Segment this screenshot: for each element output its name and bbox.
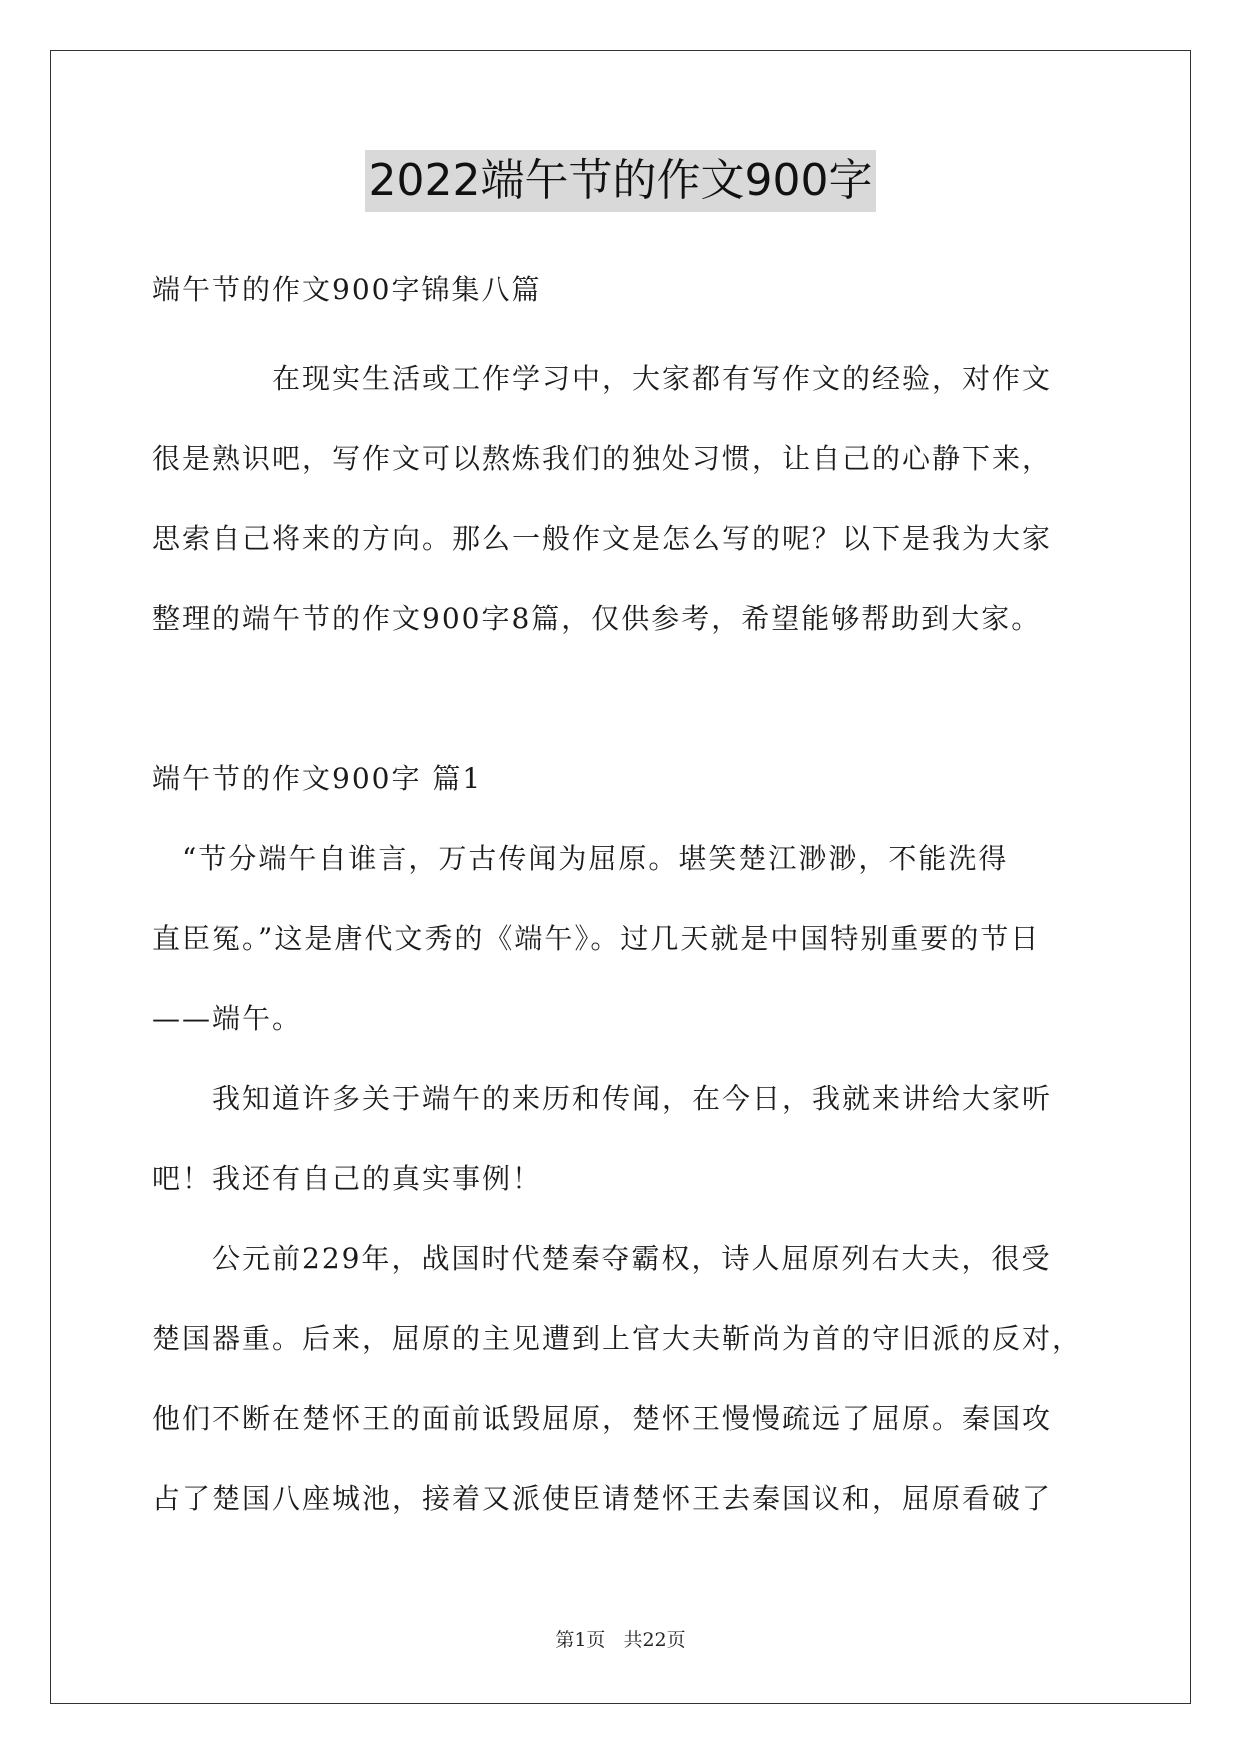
- page-footer: [0, 1625, 1241, 1652]
- document-subtitle: 端午节的作文900字锦集八篇: [152, 273, 542, 306]
- title-container: [0, 150, 1241, 212]
- paragraph-3: [152, 1219, 1096, 1539]
- document-title: 2022端午节的作文900字: [365, 150, 877, 212]
- intro-line: 很是熟识吧，写作文可以熬炼我们的独处习惯，让自己的心静下来，: [152, 442, 1053, 475]
- paragraph-line: 占了楚国八座城池，接着又派使臣请楚怀王去秦国议和，屈原看破了: [152, 1482, 1053, 1515]
- section-heading: 端午节的作文900字 篇1: [152, 762, 483, 795]
- intro-paragraph: [152, 339, 1096, 659]
- intro-line: 整理的端午节的作文900字8篇，仅供参考，希望能够帮助到大家。: [152, 602, 1042, 635]
- paragraph-line: 直臣冤。”这是唐代文秀的《端午》。过几天就是中国特别重要的节日: [152, 922, 1041, 955]
- paragraph-line: “节分端午自谁言，万古传闻为屈原。堪笑楚江渺渺，不能洗得: [152, 842, 1009, 875]
- page-total: 共22页: [623, 1629, 686, 1651]
- paragraph-line: 公元前229年，战国时代楚秦夺霸权，诗人屈原列右大夫，很受: [152, 1242, 1052, 1275]
- paragraph-2: [152, 1059, 1096, 1219]
- intro-line: 思索自己将来的方向。那么一般作文是怎么写的呢？以下是我为大家: [152, 522, 1053, 555]
- paragraph-line: 他们不断在楚怀王的面前诋毁屈原，楚怀王慢慢疏远了屈原。秦国攻: [152, 1402, 1053, 1435]
- paragraph-1: [152, 819, 1096, 1059]
- paragraph-line: 我知道许多关于端午的来历和传闻，在今日，我就来讲给大家听: [152, 1082, 1053, 1115]
- paragraph-line: ——端午。: [152, 1002, 303, 1035]
- paragraph-line: 楚国器重。后来，屈原的主见遭到上官大夫靳尚为首的守旧派的反对，: [152, 1322, 1083, 1355]
- intro-line: 在现实生活或工作学习中，大家都有写作文的经验，对作文: [152, 362, 1053, 395]
- paragraph-line: 吧！我还有自己的真实事例！: [152, 1162, 543, 1195]
- page-number: 第1页: [555, 1629, 606, 1651]
